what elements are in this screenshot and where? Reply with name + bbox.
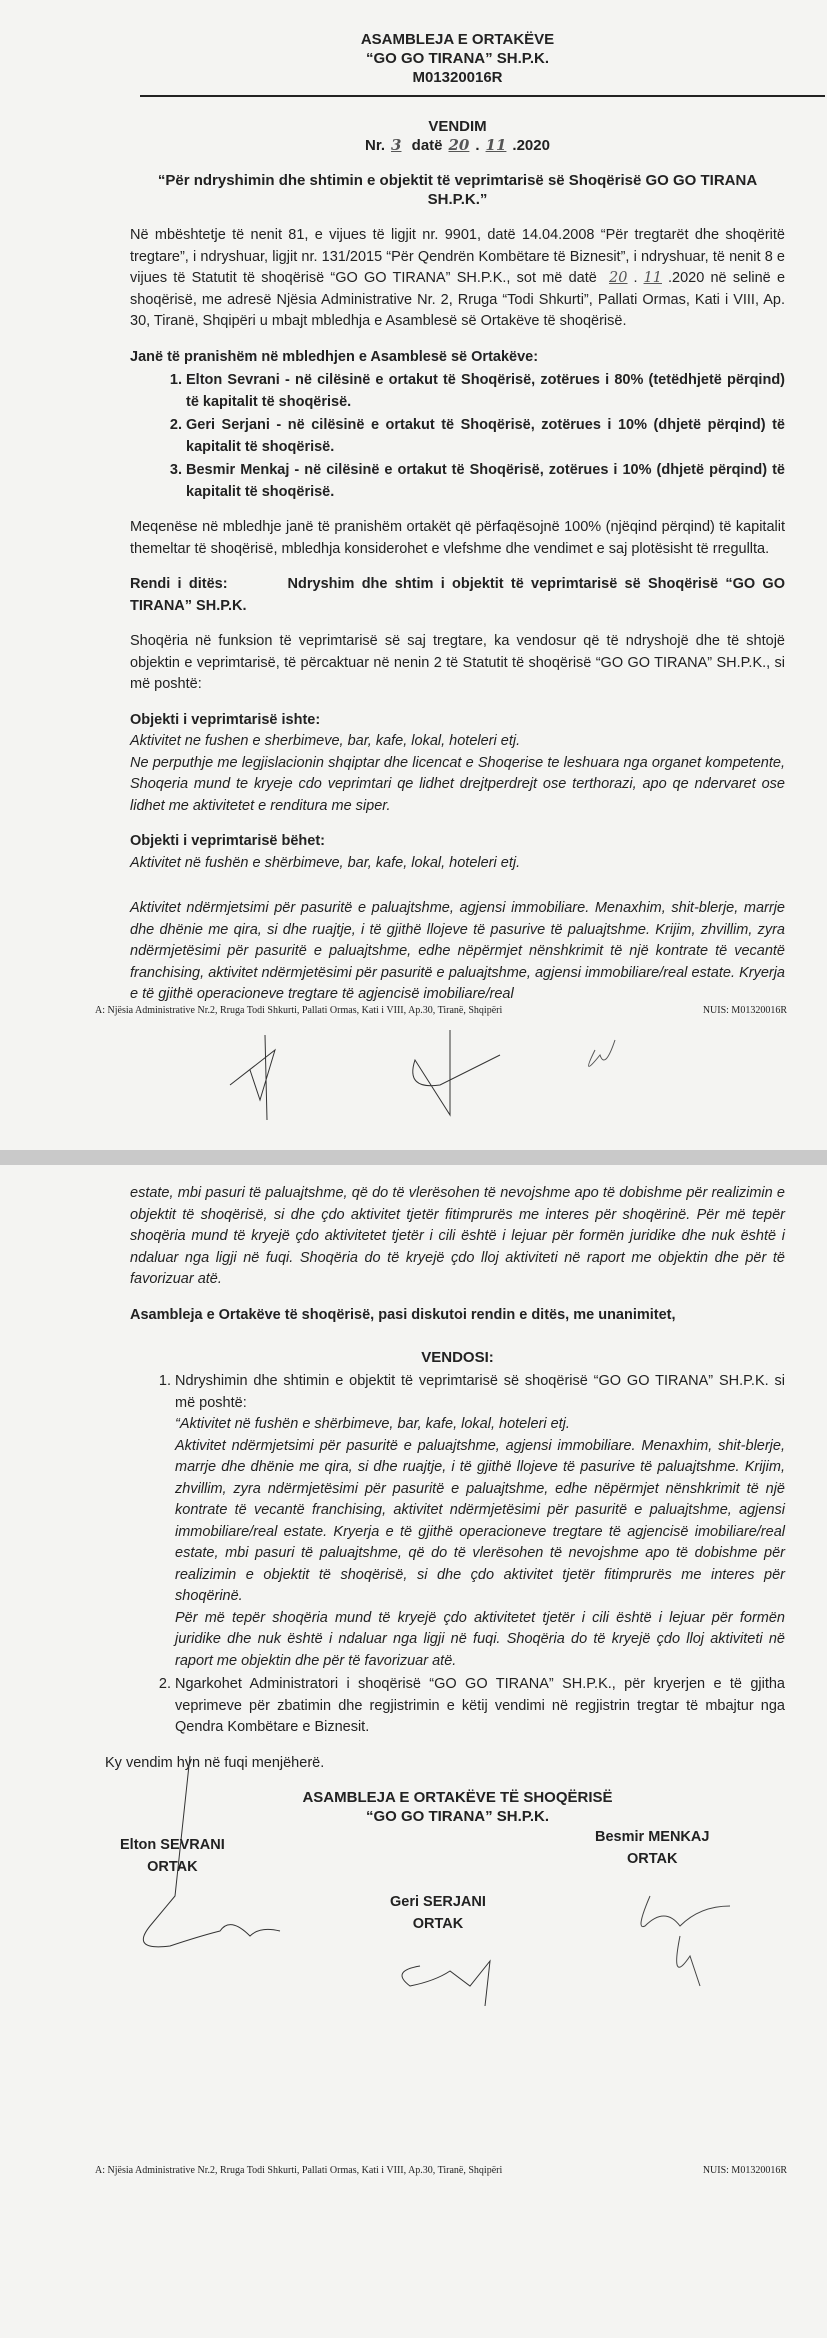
new-object-heading: Objekti i veprimtarisë bëhet: (130, 833, 326, 849)
present-heading: Janë të pranishëm në mbledhjen e Asamblesë së Ortakëve: (130, 348, 539, 365)
signer-menkaj: Besmir MENKAJ ORTAK (595, 1829, 710, 1867)
members-list (130, 370, 785, 503)
old-object-heading: Objekti i veprimtarisë ishte: (130, 711, 321, 728)
resolution-list (130, 1371, 785, 1739)
quorum-paragraph: Meqenëse në mbledhje janë të pranishëm ortakët që përfaqësojnë 100% (njëqind përqind) të kapitalit themeltar të shoqërisë, mbledhja konsiderohet e vlefshme dhe vendimet e saj plotësisht të rregullta. (130, 519, 785, 557)
handwritten-day: 20 (448, 136, 470, 154)
new-object-paragraph: Aktivitet ndërmjetsimi për pasuritë e paluajtshme, agjensi immobiliare. Menaxhim, shit-blerje, marrje dhe dhënie me qira, si dhe ruajtje, i të gjithë llojeve të pasurive të paluajtshme. Krijim, zhvillim, zyra ndërmjetësimi për pasuritë e paluajtshme, edhe nëpërmjet nënshkrimit të një kontrate të vecantë franchising, aktivitet ndërmjetësimi për pasuritë e paluajtshme, agjensi immobiliare/real estate. Kryerja e të gjithë operacioneve tregtare të agjencisë imobiliare/real (130, 900, 785, 1002)
effect-statement: Ky vendim hyn në fuqi menjëherë. (105, 1754, 325, 1771)
decision-subject: “Për ndryshimin dhe shtimin e objektit të veprimtarisë së Shoqërisë GO GO TIRANA SH.P.K.” (157, 172, 758, 208)
page-1 (0, 0, 827, 1150)
member-item: 3. Besmir Menkaj - në cilësinë e ortakut të Shoqërisë, zotërues i 10% (dhjetë përqind) të kapitalit të shoqërisë. (186, 460, 785, 503)
letterhead-nuis: M01320016R (412, 69, 503, 86)
signer-serjani: Geri SERJANI ORTAK (390, 1894, 486, 1932)
intro-paragraph: Në mbështetje të nenit 81, e vijues të ligjit nr. 9901, datë 14.04.2008 “Për tregtarët dhe shoqëritë tregtare”, i ndryshuar, ligjit nr. 131/2015 “Për Qendrën Kombëtare të Biznesit”, i ndryshuar, të nenit 8 e vijues të Statutit të shoqërisë “GO GO TIRANA” SH.P.K., sot më datë 20 . 11 .2020 në selinë e shoqërisë, me adresë Njësia Administrative Nr. 2, Rruga “Todi Shkurti”, Pallati Ormas, Kati i VIII, Ap. 30, Tiranë, Shqipëri u mbajt mbledhja e Asamblesë së Ortakëve të shoqërisë. (130, 227, 786, 329)
signer-sevrani: Elton SEVRANI ORTAK (120, 1837, 225, 1875)
handwritten-signatures (90, 1756, 750, 2016)
letterhead (130, 30, 785, 87)
page-footer: A: Njësia Administrative Nr.2, Rruga Todi Shkurti, Pallati Ormas, Kati i VIII, Ap.30, Tiranë, Shqipëri NUIS: M01320016R (95, 1005, 787, 1016)
member-item: 2. Geri Serjani - në cilësinë e ortakut të Shoqërisë, zotërues i 10% (dhjetë përqind) të kapitalit të shoqërisë. (186, 415, 785, 458)
resolution-item-1: 1. Ndryshimin dhe shtimin e objektit të veprimtarisë së shoqërisë “GO GO TIRANA” SH.P.K. si më poshtë: “Aktivitet në fushën e shërbimeve, bar, kafe, lokal, hoteleri etj. Aktivitet ndërmjetsimi për pasuritë e paluajtshme, agjensi immobiliare. Menaxhim, shit-blerje, marrje dhe dhënie me qira, si dhe ruajtje, i të gjithë llojeve të pasurive të paluajtshme. Krijim, zhvillim, zyra ndërmjetësimi për pasuritë e paluajtshme, edhe nëpërmjet nënshkrimit të një kontrate të vecantë franchising, aktivitet ndërmjetësimi për pasuritë e paluajtshme, agjensi immobiliare/real estate. Kryerja e të gjithë operacioneve tregtare të agjencisë imobiliare/real estate, mbi pasuri të paluajtshme, që do të vlerësohen të nevojshme apo të dobishme për realizimin e objektit të shoqërisë, si dhe çdo aktivitet tjetër fitimprurës me interes për shoqërinë. Për më tepër shoqëria mund të kryejë çdo aktivitetet tjetër i cili është i lejuar për formën juridike dhe nuk është i ndaluar nga ligji në fuqi. Shoqëria do të kryejë çdo lloj aktiviteti në raport me objektin dhe për të favorizuar atë. (175, 1371, 785, 1672)
handwritten-month: 11 (485, 136, 507, 154)
initials-signatures (210, 1030, 630, 1140)
new-object-line1: Aktivitet në fushën e shërbimeve, bar, kafe, lokal, hoteleri etj. (130, 854, 521, 871)
signature-block-title: ASAMBLEJA E ORTAKËVE TË SHOQËRISË “GO GO TIRANA” SH.P.K. (302, 1789, 613, 1825)
resolution-preamble: Asambleja e Ortakëve të shoqërisë, pasi diskutoi rendin e ditës, me unanimitet, (130, 1306, 676, 1323)
signatures (120, 1826, 785, 2006)
handwritten-number: 3 (391, 136, 402, 154)
new-object-continued: estate, mbi pasuri të paluajtshme, që do të vlerësohen të nevojshme apo të dobishme për realizimin e objektit të shoqërisë, si dhe çdo aktivitet tjetër fitimprurës me interes për shoqërinë. Për më tepër shoqëria mund të kryejë çdo aktivitetet tjetër i cili është i lejuar për formën juridike dhe nuk është i ndaluar nga ligji në fuqi. Shoqëria do të kryejë çdo lloj aktiviteti në raport me objektin dhe për të favorizuar atë. (130, 1185, 785, 1287)
decision-number: Nr. 3 datë 20 . 11 .2020 (365, 136, 550, 154)
page-footer: A: Njësia Administrative Nr.2, Rruga Todi Shkurti, Pallati Ormas, Kati i VIII, Ap.30, Tiranë, Shqipëri NUIS: M01320016R (95, 2165, 787, 2176)
letterhead-company: “GO GO TIRANA” SH.P.K. (365, 50, 550, 67)
decision-title: VENDIM (428, 118, 487, 135)
member-item: 1. Elton Sevrani - në cilësinë e ortakut të Shoqërisë, zotërues i 80% (tetëdhjetë përqind) të kapitalit të shoqërisë. (186, 370, 785, 413)
old-object-text: Aktivitet ne fushen e sherbimeve, bar, kafe, lokal, hoteleri etj. Ne perputhje me legjislacionin shqiptar dhe licencat e Shoqerise te leshuara nga organet kompetente, Shoqeria mund te kryeje cdo veprimtari qe lidhet drejtperdrejt ose terthorazi, apo qe ndervaret ose lidhet me aktivitetet e renditura me siper. (130, 733, 785, 814)
resolution-title: VENDOSI: (421, 1349, 494, 1366)
purpose-paragraph: Shoqëria në funksion të veprimtarisë së saj tregtare, ka vendosur që të ndryshojë dhe të shtojë objektin e veprimtarisë, të përcaktuar në nenin 2 të Statutit të shoqërisë “GO GO TIRANA” SH.P.K., si më poshtë: (130, 633, 785, 692)
page-2 (0, 1165, 827, 2338)
agenda: Rendi i ditës: Ndryshim dhe shtim i objektit të veprimtarisë së Shoqërisë “GO GO TIRANA” SH.P.K. (130, 576, 785, 614)
letterhead-assembly: ASAMBLEJA E ORTAKËVE (360, 31, 555, 48)
resolution-item-2: 2. Ngarkohet Administratori i shoqërisë “GO GO TIRANA” SH.P.K., për kryerjen e të gjitha veprimeve për zbatimin dhe regjistrimin e këtij vendimi në regjistrin tregtar të mbajtur nga Qendra Kombëtare e Biznesit. (175, 1674, 785, 1739)
header-divider (140, 95, 825, 97)
